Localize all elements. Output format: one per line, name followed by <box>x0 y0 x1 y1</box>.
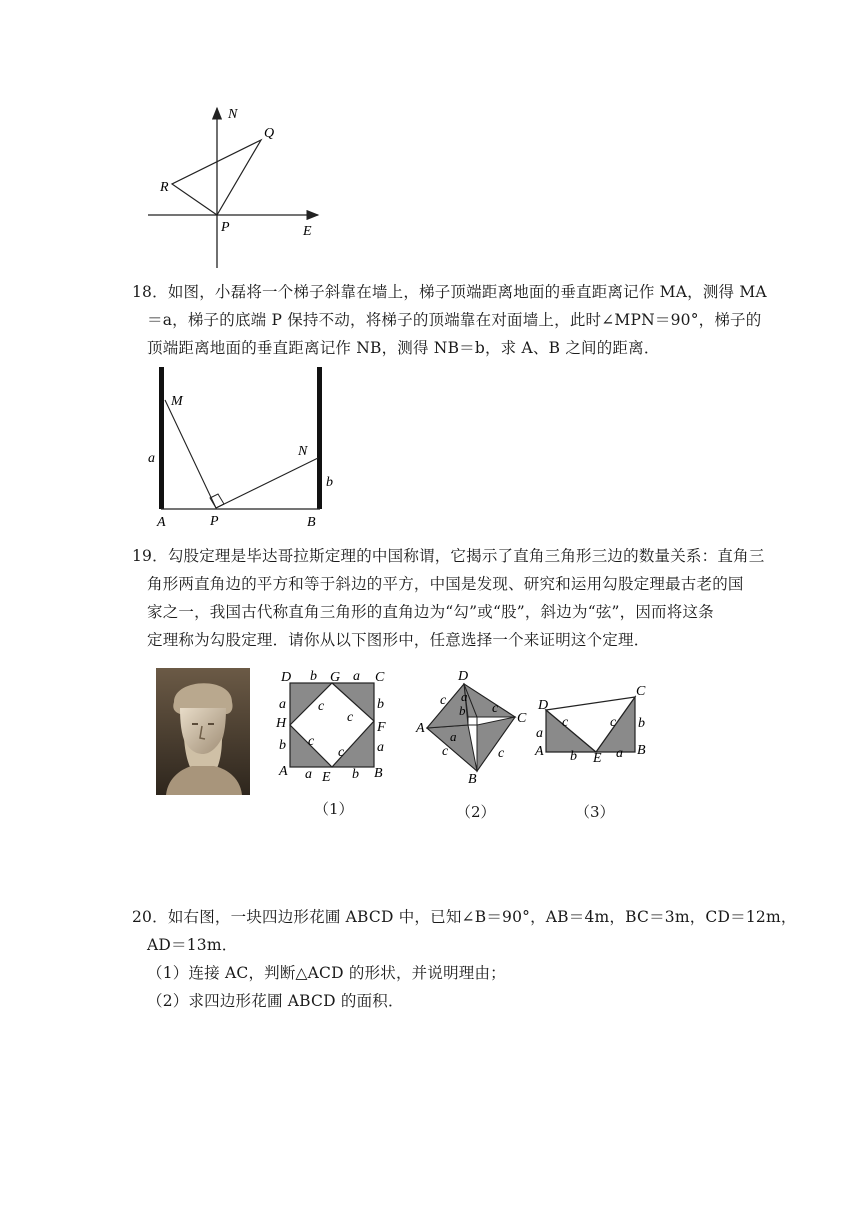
figure-label: F <box>377 720 386 735</box>
figure-label: B <box>637 743 646 758</box>
figure-label: a <box>353 669 360 684</box>
figure-label: A <box>535 744 544 759</box>
figure-label: b <box>570 749 577 764</box>
figure-label: a <box>536 726 543 741</box>
figure-label: C <box>517 711 527 726</box>
bearing-figure <box>140 100 340 270</box>
figure-label: b <box>310 669 317 684</box>
figure-label: E <box>593 751 602 766</box>
q19-line-4: 定理称为勾股定理．请你从以下图形中，任意选择一个来证明这个定理． <box>147 631 650 649</box>
label-n: N <box>298 444 308 459</box>
right-wall <box>317 367 322 509</box>
figure-label: c <box>347 710 354 725</box>
label-q: Q <box>264 126 275 141</box>
figure-label: a <box>279 697 286 712</box>
figure-label: c <box>338 745 345 760</box>
figure-label: b <box>377 697 384 712</box>
label-e: E <box>303 224 312 239</box>
figure-3-caption: （3） <box>575 803 615 821</box>
label-m: M <box>171 394 183 409</box>
figure-label: A <box>279 764 288 779</box>
q20-part-1: （1）连接 AC，判断△ACD 的形状，并说明理由； <box>147 964 506 982</box>
label-b-side: b <box>326 475 333 490</box>
figure-label: b <box>638 716 645 731</box>
figure-label: D <box>281 670 292 685</box>
proof-figure-3 <box>532 680 657 780</box>
left-wall <box>159 367 164 509</box>
figure-label: a <box>377 740 384 755</box>
proof-figure-2 <box>412 665 537 787</box>
q19-line-1: 19．勾股定理是毕达哥拉斯定理的中国称谓，它揭示了直角三角形三边的数量关系：直角三 <box>132 547 765 565</box>
figure-label: C <box>375 670 385 685</box>
figure-label: a <box>461 689 468 704</box>
figure-label: A <box>416 721 425 736</box>
figure-label: C <box>636 684 646 699</box>
q20-line-1: 20．如右图，一块四边形花圃 ABCD 中，已知∠B＝90°，AB＝4m，BC＝3m，CD＝12m， <box>132 908 797 926</box>
figure-label: b <box>459 703 466 718</box>
label-p: P <box>221 220 230 235</box>
figure-2-caption: （2） <box>456 803 496 821</box>
label-n: N <box>228 107 238 122</box>
label-b: B <box>307 515 316 530</box>
figure-label: E <box>322 770 331 785</box>
figure-label: H <box>276 716 287 731</box>
figure-label: B <box>374 766 383 781</box>
ladder-pm <box>165 400 216 508</box>
label-a: A <box>157 515 166 530</box>
figure-label: D <box>458 669 469 684</box>
figure-label: a <box>450 729 457 744</box>
ladder-pn <box>216 458 318 508</box>
figure-1-caption: （1） <box>314 800 354 818</box>
figure-label: c <box>610 715 617 730</box>
proof-figure-1 <box>270 665 395 787</box>
q18-line-2: ＝a，梯子的底端 P 保持不动，将梯子的顶端靠在对面墙上，此时∠MPN＝90°，梯子的 <box>147 311 762 329</box>
figure-label: c <box>498 746 505 761</box>
figure-label: b <box>279 738 286 753</box>
figure-label: c <box>562 715 569 730</box>
q18-line-3: 顶端距离地面的垂直距离记作 NB，测得 NB＝b，求 A、B 之间的距离． <box>147 339 660 357</box>
figure-label: G <box>330 670 341 685</box>
figure-label: c <box>442 744 449 759</box>
q19-line-3: 家之一，我国古代称直角三角形的直角边为“勾”或“股”，斜边为“弦”，因而将这条 <box>147 603 714 621</box>
figure-label: a <box>616 746 623 761</box>
label-r: R <box>160 180 169 195</box>
figure-label: c <box>440 693 447 708</box>
figure-label: a <box>305 767 312 782</box>
figure-label: B <box>468 772 477 787</box>
figure-label: c <box>308 734 315 749</box>
figure-label: c <box>492 701 499 716</box>
figure-label: c <box>318 699 325 714</box>
q19-line-2: 角形两直角边的平方和等于斜边的平方，中国是发现、研究和运用勾股定理最古老的国 <box>147 575 744 593</box>
pythagoras-portrait <box>156 668 250 795</box>
label-a-side: a <box>148 451 155 466</box>
figure-label: b <box>352 767 359 782</box>
figure-label: D <box>538 698 549 713</box>
label-p: P <box>210 514 219 529</box>
q18-line-1: 18．如图，小磊将一个梯子斜靠在墙上，梯子顶端距离地面的垂直距离记作 MA，测得 MA <box>132 283 767 301</box>
ladder-figure <box>140 365 350 530</box>
q20-line-2: AD＝13m． <box>147 936 238 954</box>
q20-part-2: （2）求四边形花圃 ABCD 的面积． <box>147 992 404 1010</box>
inner-small-square <box>468 717 477 725</box>
right-angle-mark <box>210 494 224 508</box>
